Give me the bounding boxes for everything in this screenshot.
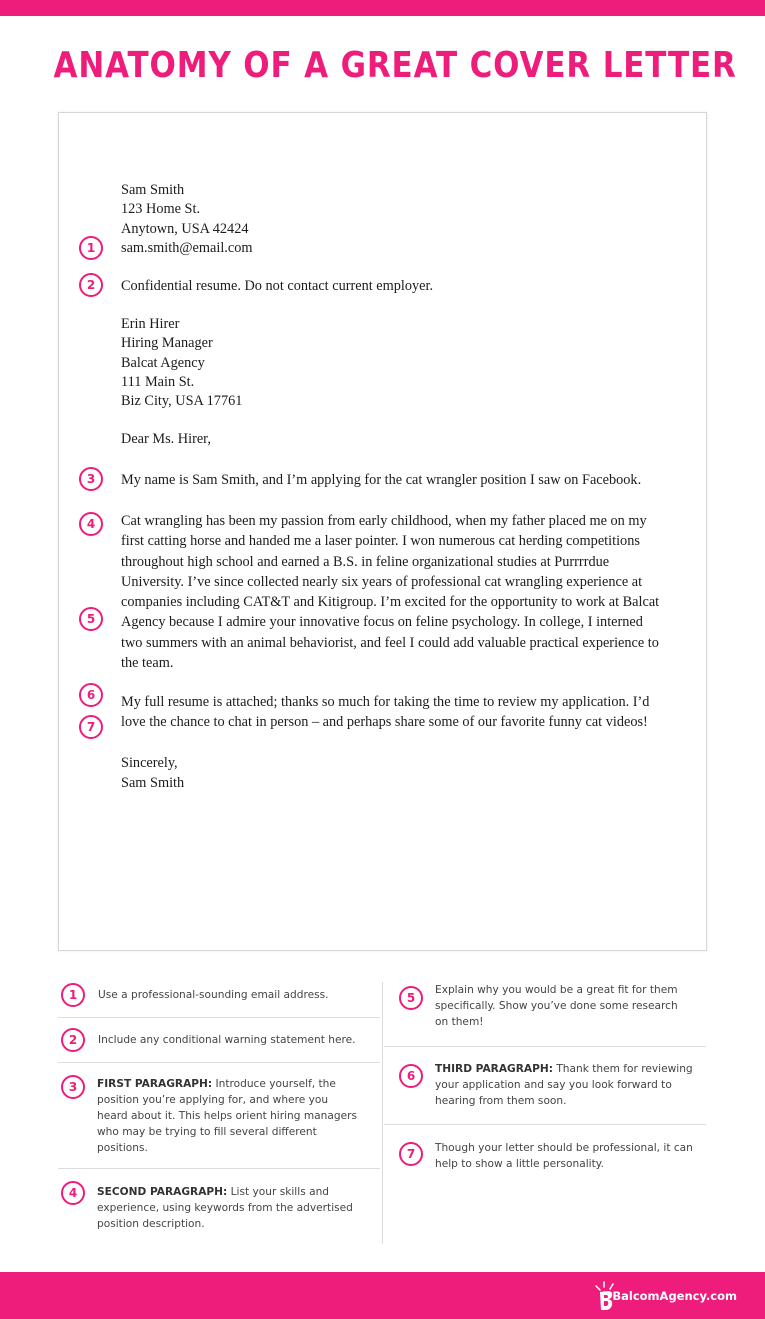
body-line: two summers with an animal behaviorist, and feel I could add valuable practical experience to [121,634,659,651]
tip-heading: THIRD PARAGRAPH: [435,1063,553,1075]
tip-line: hearing from them soon. [435,1095,567,1107]
sender-address-block [121,181,681,258]
tip-line: Use a professional-sounding email address. [98,989,329,1001]
sender-city: Anytown, USA 42424 [121,220,249,237]
tip-heading: FIRST PARAGRAPH: [97,1078,213,1090]
signoff-text: Sincerely, [121,755,178,771]
tip-6 [435,1061,693,1109]
tip-line: List your skills and [227,1186,330,1198]
tip-line: position you’re applying for, and where you [97,1094,329,1106]
salutation [121,430,681,449]
tip-line: on them! [435,1016,484,1028]
tip-2 [98,1032,356,1048]
tip-4-marker: 4 [61,1181,85,1205]
tips-legend [58,970,708,1245]
confidential-statement [121,277,681,296]
recipient-street: 111 Main St. [121,373,195,390]
body-line: first catting horse and handed me a laser pointer. I won numerous cat herding competitions [121,533,640,550]
marker-6: 6 [79,683,103,707]
body-line: Cat wrangling has been my passion from early childhood, when my father placed me on my [121,513,647,529]
intro-paragraph [121,471,681,490]
marker-7: 7 [79,715,103,739]
top-accent-bar [0,0,765,16]
tip-5 [435,982,678,1030]
body-line: University. I’ve since collected nearly six years of professional cat wrangling experience at [121,573,643,590]
sender-name: Sam Smith [121,182,185,198]
legend-column-divider [382,982,383,1244]
marker-1: 1 [79,236,103,260]
legend-divider [58,1017,380,1018]
tip-4 [97,1184,353,1232]
closing-line: love the chance to chat in person – and perhaps share some of our favorite funny cat videos! [121,714,648,731]
legend-divider [58,1168,380,1169]
body-line: the team. [121,655,174,672]
brand-link[interactable]: BalcomAgency.com [612,1289,737,1303]
recipient-address-block [121,315,681,411]
page-title: ANATOMY OF A GREAT COVER LETTER [53,45,737,86]
body-line: Agency because I admire your innovative focus on feline psychology. In college, I interned [121,614,643,631]
tip-line: Include any conditional warning statement here. [98,1034,356,1046]
tip-heading: SECOND PARAGRAPH: [97,1186,228,1198]
signoff-block [121,753,681,794]
body-paragraph [121,511,681,673]
tip-line: Introduce yourself, the [212,1078,336,1090]
tip-1-marker: 1 [61,983,85,1007]
recipient-city: Biz City, USA 17761 [121,393,243,410]
closing-paragraph [121,692,681,733]
tip-1 [98,987,329,1003]
tip-line: heard about it. This helps orient hiring managers [97,1110,357,1122]
tip-line: position description. [97,1218,205,1230]
tip-line: your application and say you look forward to [435,1079,672,1091]
tip-line: Explain why you would be a great fit for them [435,984,678,996]
legend-divider [384,1124,706,1125]
recipient-name: Erin Hirer [121,316,180,332]
tip-line: positions. [97,1142,148,1154]
tip-3-marker: 3 [61,1075,85,1099]
closing-line: My full resume is attached; thanks so much for taking the time to review my application. I’d [121,694,650,710]
body-line: throughout high school and earned a B.S. in feline organizational studies at Purrrrdue [121,553,610,570]
signoff-name: Sam Smith [121,775,185,792]
footer-bar [0,1272,765,1319]
tip-7-marker: 7 [399,1142,423,1166]
tip-7 [435,1140,693,1172]
tip-line: Though your letter should be professional, it can [435,1142,693,1154]
cover-letter-sheet [58,112,707,951]
marker-2: 2 [79,273,103,297]
marker-5: 5 [79,607,103,631]
marker-3: 3 [79,467,103,491]
confidential-text: Confidential resume. Do not contact current employer. [121,278,434,294]
intro-text: My name is Sam Smith, and I’m applying for the cat wrangler position I saw on Facebook. [121,472,642,488]
recipient-title: Hiring Manager [121,335,213,352]
tip-5-marker: 5 [399,986,423,1010]
tip-line: Thank them for reviewing [552,1063,693,1075]
sender-street: 123 Home St. [121,201,201,218]
tip-line: who may be trying to fill several different [97,1126,317,1138]
tip-3 [97,1076,357,1156]
tip-line: help to show a little personality. [435,1158,604,1170]
tip-6-marker: 6 [399,1064,423,1088]
tip-line: experience, using keywords from the advertised [97,1202,353,1214]
tip-line: specifically. Show you’ve done some research [435,1000,678,1012]
sender-email: sam.smith@email.com [121,239,253,256]
body-line: companies including CAT&T and Kitigroup. I’m excited for the opportunity to work at Balcat [121,594,660,611]
salutation-text: Dear Ms. Hirer, [121,431,211,447]
legend-divider [58,1062,380,1063]
marker-4: 4 [79,512,103,536]
legend-divider [384,1046,706,1047]
recipient-company: Balcat Agency [121,354,205,371]
tip-2-marker: 2 [61,1028,85,1052]
